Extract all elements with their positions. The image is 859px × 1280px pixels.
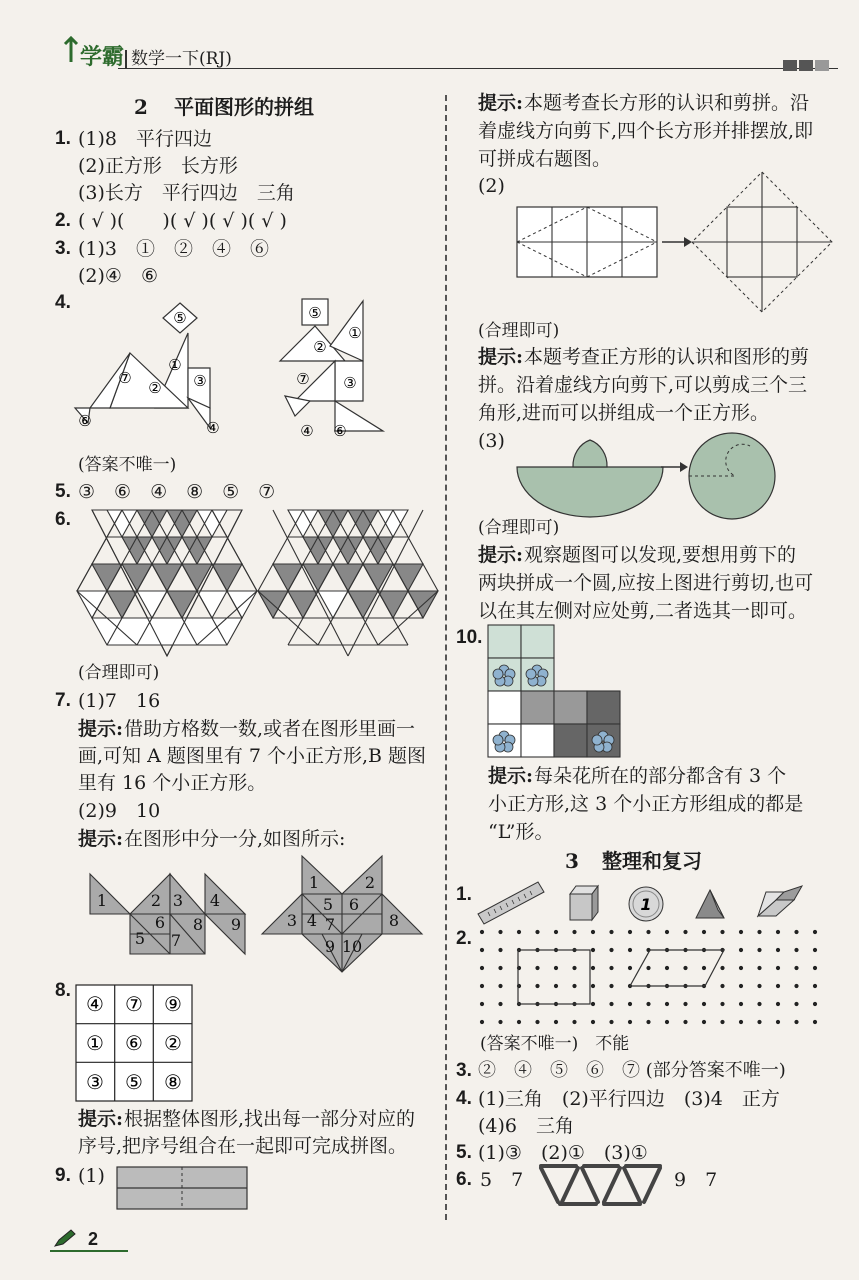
- r-hint3-line: 以在其左侧对应处剪,二者选其一即可。: [478, 600, 808, 622]
- grid-dot: [720, 930, 724, 934]
- logo-icon: [63, 36, 79, 64]
- q8-grid: [75, 984, 193, 1102]
- r-hint2-line: 本题考查正方形的认识和图形的剪: [524, 346, 810, 368]
- grid-dot: [591, 984, 595, 988]
- q7-figure-b: [262, 856, 432, 976]
- grid-dot: [665, 1002, 669, 1006]
- r-sub3: (3): [478, 430, 505, 452]
- grid-dot: [702, 1002, 706, 1006]
- q8-cell: ⑨: [164, 992, 182, 1016]
- r-note3: (合理即可): [478, 518, 560, 538]
- q6-figure-a: [77, 510, 259, 656]
- grid-dot: [591, 1020, 595, 1024]
- q4b-label: ⑦: [296, 370, 310, 388]
- grid-dot: [572, 966, 576, 970]
- grid-dot: [517, 930, 521, 934]
- q3-number: 3.: [55, 238, 71, 259]
- grid-dot: [591, 1002, 595, 1006]
- grid-dot: [720, 984, 724, 988]
- grid-dot: [646, 1020, 650, 1024]
- r-q9-3-figure: [515, 434, 775, 524]
- r2-number: 2.: [456, 928, 472, 949]
- grid-dot: [498, 984, 502, 988]
- section-title: 平面图形的拼组: [174, 95, 314, 119]
- q4-figure-b: [275, 296, 395, 441]
- q9-figure: [116, 1166, 248, 1210]
- q8-hint-label: 提示:: [78, 1108, 124, 1130]
- grid-dot: [554, 966, 558, 970]
- grid-dot: [757, 1002, 761, 1006]
- grid-dot: [572, 1020, 576, 1024]
- q7b-label: 1: [308, 873, 320, 892]
- q6-number: 6.: [55, 509, 71, 530]
- grid-dot: [665, 930, 669, 934]
- r-q9-2-figure: [512, 170, 842, 310]
- grid-dot: [794, 1002, 798, 1006]
- matchstick-figure: [536, 1162, 666, 1208]
- grid-dot: [720, 1002, 724, 1006]
- grid-dot: [572, 930, 576, 934]
- q7a-label: 9: [230, 915, 242, 934]
- grid-dot: [609, 948, 613, 952]
- grid-dot: [776, 966, 780, 970]
- q2-answer: ( √ )( )( √ )( √ )( √ ): [78, 210, 287, 232]
- q7-hint-line: 画,可知 A 题图里有 7 个小正方形,B 题图: [78, 745, 427, 767]
- q7a-label: 8: [192, 915, 204, 934]
- q4a-label: ④: [206, 419, 220, 437]
- q8-cell: ⑤: [125, 1070, 143, 1094]
- grid-dot: [683, 1002, 687, 1006]
- q7b-label: 3: [286, 911, 298, 930]
- r1-figures: [476, 876, 836, 926]
- grid-dot: [813, 966, 817, 970]
- grid-dot: [609, 1020, 613, 1024]
- grid-dot: [739, 966, 743, 970]
- grid-dot: [813, 1002, 817, 1006]
- q4-figure-a: [70, 298, 230, 438]
- q4a-label: ②: [148, 379, 162, 397]
- q7b-label: 5: [322, 895, 334, 914]
- r-hint4-line: 每朵花所在的部分都含有 3 个: [534, 765, 787, 787]
- r-sub2: (2): [478, 175, 505, 197]
- page-number: 2: [88, 1229, 99, 1249]
- prism-icon: [758, 886, 802, 916]
- r-hint2-line: 角形,进而可以拼组成一个正方形。: [478, 402, 770, 424]
- grid-dot: [776, 930, 780, 934]
- q8-cell: ③: [86, 1070, 104, 1094]
- q7-hint-line: 里有 16 个小正方形。: [78, 772, 267, 794]
- grid-dot: [498, 1002, 502, 1006]
- r6-number: 6.: [456, 1169, 472, 1190]
- q7-hint2-text: 在图形中分一分,如图所示:: [124, 828, 346, 850]
- q6-note: (合理即可): [78, 663, 160, 683]
- q7-figure-a: [90, 866, 250, 956]
- grid-dot: [517, 1020, 521, 1024]
- grid-dot: [757, 1020, 761, 1024]
- q4a-label: ①: [168, 356, 182, 374]
- grid-dot: [480, 984, 484, 988]
- q9-sub: (1): [78, 1165, 105, 1187]
- q8-cell: ②: [164, 1031, 182, 1055]
- q4b-label: ③: [343, 374, 357, 392]
- r-hint4-label: 提示:: [488, 765, 534, 787]
- grid-dot: [535, 930, 539, 934]
- grid-dot: [757, 930, 761, 934]
- q1-answer-a: (1)8 平行四边: [78, 128, 213, 150]
- q7-hint2-label: 提示:: [78, 828, 124, 850]
- q7a-label: 1: [96, 891, 108, 910]
- q7b-label: 4: [306, 911, 318, 930]
- grid-dot: [572, 984, 576, 988]
- q8-hint-line: 序号,把序号组合在一起即可完成拼图。: [78, 1135, 408, 1157]
- grid-dot: [646, 1002, 650, 1006]
- q4b-label: ①: [348, 324, 362, 342]
- grid-dot: [683, 930, 687, 934]
- grid-dot: [480, 1002, 484, 1006]
- ruler-icon: [478, 882, 544, 924]
- q8-hint-line: 根据整体图形,找出每一部分对应的: [124, 1108, 416, 1130]
- q4b-label: ②: [313, 338, 327, 356]
- grid-dot: [813, 1020, 817, 1024]
- header: [0, 0, 859, 80]
- pyramid-icon: [696, 890, 724, 918]
- q4a-label: ③: [193, 372, 207, 390]
- q7-hint-line: 借助方格数一数,或者在图形里画一: [124, 718, 416, 740]
- grid-dot: [554, 984, 558, 988]
- q8-cell: ⑥: [125, 1031, 143, 1055]
- r5-number: 5.: [456, 1142, 472, 1163]
- grid-dot: [794, 930, 798, 934]
- q7a-label: 4: [209, 891, 221, 910]
- grid-dot: [720, 966, 724, 970]
- r-hint1-line: 着虚线方向剪下,四个长方形并排摆放,即: [478, 120, 814, 142]
- grid-dot: [609, 930, 613, 934]
- q4b-label: ⑥: [333, 422, 347, 440]
- q4a-label: ⑦: [118, 369, 132, 387]
- q7-hint-label: 提示:: [78, 718, 124, 740]
- r-hint1-line: 可拼成右题图。: [478, 148, 612, 170]
- r-hint3-label: 提示:: [478, 544, 524, 566]
- q7b-label: 6: [348, 895, 360, 914]
- q8-cell: ④: [86, 992, 104, 1016]
- r2-note: (答案不唯一) 不能: [480, 1034, 630, 1054]
- r4-number: 4.: [456, 1088, 472, 1109]
- q5-number: 5.: [55, 481, 71, 502]
- q7a-label: 2: [150, 891, 162, 910]
- grid-dot: [813, 930, 817, 934]
- r-hint2-label: 提示:: [478, 346, 524, 368]
- q7b-label: 8: [388, 911, 400, 930]
- grid-dot: [554, 1020, 558, 1024]
- q5-answer: ③ ⑥ ④ ⑧ ⑤ ⑦: [78, 481, 276, 503]
- q8-cell: ①: [86, 1031, 104, 1055]
- q9-number: 9.: [55, 1165, 71, 1186]
- q1-answer-c: (3)长方 平行四边 三角: [78, 182, 295, 204]
- grid-dot: [665, 1020, 669, 1024]
- q4b-label: ⑤: [308, 304, 322, 322]
- q1-answer-b: (2)正方形 长方形: [78, 155, 238, 177]
- grid-dot: [591, 930, 595, 934]
- grid-dot: [609, 966, 613, 970]
- grid-dot: [646, 966, 650, 970]
- r-hint4-line: “L”形。: [488, 821, 554, 843]
- section-number: 2: [134, 95, 148, 119]
- grid-dot: [591, 948, 595, 952]
- grid-dot: [702, 1020, 706, 1024]
- grid-dot: [609, 984, 613, 988]
- q4a-label: ⑥: [78, 412, 92, 430]
- q7b-label: 2: [364, 873, 376, 892]
- grid-dot: [498, 948, 502, 952]
- q7a-label: 6: [154, 913, 166, 932]
- grid-dot: [813, 948, 817, 952]
- grid-dot: [628, 966, 632, 970]
- coin-value: 1: [640, 895, 652, 914]
- grid-dot: [702, 966, 706, 970]
- q4-note: (答案不唯一): [78, 455, 177, 475]
- header-block: [783, 60, 797, 71]
- r3-answer: ② ④ ⑤ ⑥ ⑦ (部分答案不唯一): [478, 1060, 786, 1081]
- r-hint1-line: 本题考查长方形的认识和剪拼。沿: [524, 92, 810, 114]
- grid-dot: [776, 1002, 780, 1006]
- r-hint3-line: 观察题图可以发现,要想用剪下的: [524, 544, 797, 566]
- grid-dot: [498, 966, 502, 970]
- grid-dot: [554, 930, 558, 934]
- grid-dot: [739, 930, 743, 934]
- grid-dot: [720, 1020, 724, 1024]
- grid-dot: [498, 1020, 502, 1024]
- grid-dot: [739, 1020, 743, 1024]
- r-hint4-line: 小正方形,这 3 个小正方形组成的都是: [488, 793, 804, 815]
- r2-dot-grid: [478, 930, 838, 1030]
- r3-number: 3.: [456, 1060, 472, 1081]
- q4-number: 4.: [55, 292, 71, 313]
- grid-dot: [739, 984, 743, 988]
- q10-number: 10.: [456, 627, 483, 648]
- grid-dot: [480, 930, 484, 934]
- grid-dot: [535, 1020, 539, 1024]
- pencil-icon: [53, 1228, 77, 1248]
- grid-dot: [776, 1020, 780, 1024]
- r1-number: 1.: [456, 884, 472, 905]
- grid-dot: [591, 966, 595, 970]
- q7b-label: 7: [324, 915, 336, 934]
- r-note2: (合理即可): [478, 321, 560, 341]
- grid-dot: [794, 1020, 798, 1024]
- header-block: [799, 60, 813, 71]
- grid-dot: [609, 1002, 613, 1006]
- q7b-label: 10: [341, 937, 363, 956]
- q4a-label: ⑤: [173, 309, 187, 327]
- q8-cell: ⑧: [164, 1070, 182, 1094]
- grid-dot: [757, 984, 761, 988]
- header-rule: [118, 68, 838, 69]
- grid-dot: [498, 930, 502, 934]
- grid-dot: [757, 948, 761, 952]
- q2-number: 2.: [55, 210, 71, 231]
- q7b-label: 9: [324, 937, 336, 956]
- grid-dot: [683, 1020, 687, 1024]
- grid-dot: [480, 1020, 484, 1024]
- grid-dot: [702, 930, 706, 934]
- r4-answer-a: (1)三角 (2)平行四边 (3)4 正方: [478, 1088, 780, 1110]
- header-separator: [125, 50, 127, 68]
- grid-dot: [757, 966, 761, 970]
- q7-answer-a: (1)7 16: [78, 690, 161, 712]
- r-hint1-label: 提示:: [478, 92, 524, 114]
- grid-dot: [535, 984, 539, 988]
- grid-dot: [739, 948, 743, 952]
- grid-dot: [683, 966, 687, 970]
- q4b-label: ④: [300, 422, 314, 440]
- grid-dot: [535, 966, 539, 970]
- r6-answer-a: 5 7: [480, 1169, 524, 1191]
- logo-text: 学霸: [80, 44, 125, 70]
- r-hint2-line: 拼。沿着虚线方向剪下,可以剪成三个三: [478, 374, 808, 396]
- grid-dot: [480, 966, 484, 970]
- header-subject: 数学一下(RJ): [131, 49, 232, 69]
- q3-answer-a: (1)3 ① ② ④ ⑥: [78, 238, 270, 260]
- grid-dot: [776, 948, 780, 952]
- footer-rule: [50, 1250, 128, 1252]
- grid-dot: [794, 948, 798, 952]
- section3-number: 3: [565, 849, 579, 873]
- column-divider: [445, 95, 447, 1220]
- grid-dot: [628, 930, 632, 934]
- r4-answer-b: (4)6 三角: [478, 1115, 575, 1137]
- q8-cell: ⑦: [125, 992, 143, 1016]
- q10-figure: [487, 624, 623, 758]
- q3-answer-b: (2)④ ⑥: [78, 265, 158, 287]
- r5-answer: (1)③ (2)① (3)①: [478, 1142, 648, 1164]
- q7-answer-b: (2)9 10: [78, 800, 161, 822]
- section3-title: 整理和复习: [602, 849, 702, 873]
- r-hint3-line: 两块拼成一个圆,应按上图进行剪切,也可: [478, 572, 814, 594]
- grid-dot: [794, 984, 798, 988]
- q7a-label: 5: [134, 929, 146, 948]
- grid-dot: [480, 948, 484, 952]
- q7a-label: 3: [172, 891, 184, 910]
- grid-dot: [776, 984, 780, 988]
- cube-icon: [570, 886, 598, 920]
- q6-figure-b: [258, 510, 440, 656]
- q8-number: 8.: [55, 980, 71, 1001]
- grid-dot: [628, 948, 632, 952]
- q1-number: 1.: [55, 128, 71, 149]
- q7-number: 7.: [55, 690, 71, 711]
- grid-dot: [794, 966, 798, 970]
- grid-dot: [813, 984, 817, 988]
- grid-dot: [646, 930, 650, 934]
- grid-dot: [739, 1002, 743, 1006]
- grid-dot: [665, 966, 669, 970]
- header-block: [815, 60, 829, 71]
- q7a-label: 7: [170, 931, 182, 950]
- r6-answer-b: 9 7: [674, 1169, 718, 1191]
- grid-dot: [628, 1020, 632, 1024]
- grid-dot: [628, 1002, 632, 1006]
- coin-icon: [629, 887, 663, 921]
